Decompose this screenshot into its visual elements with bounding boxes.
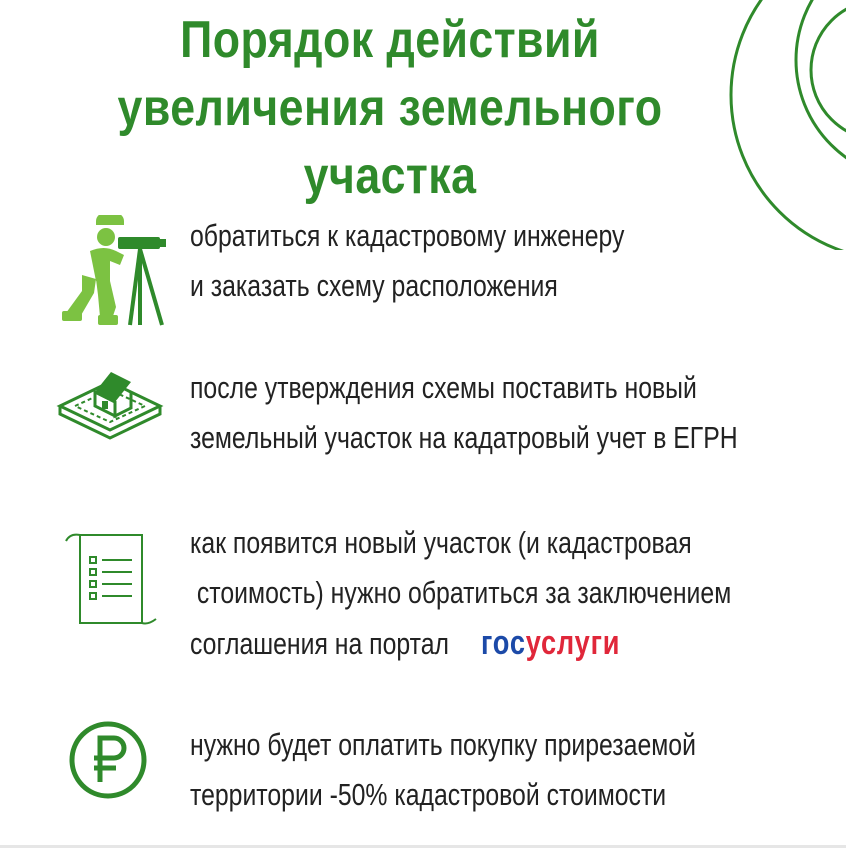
step-3-text <box>190 518 731 669</box>
step-1-text <box>190 211 624 311</box>
page-title-line: участка <box>303 147 477 205</box>
step-text-line-with-logo <box>190 618 731 669</box>
step-text-line: соглашения на портал <box>190 626 449 661</box>
surveyor-icon <box>60 215 175 330</box>
step-text-line: и заказать схему расположения <box>190 268 558 303</box>
page-title <box>106 6 674 210</box>
page-title-line: Порядок действий <box>180 11 600 69</box>
ruble-icon <box>68 720 148 800</box>
gosuslugi-logo-part1: гос <box>480 624 526 662</box>
step-text-line: после утверждения схемы поставить новый <box>190 370 697 405</box>
page-title-line: увеличения земельного <box>117 79 663 137</box>
step-4-text <box>190 720 696 820</box>
step-2-text <box>190 363 738 463</box>
house-plot-icon <box>55 360 165 450</box>
document-list-icon <box>62 531 162 631</box>
step-text-line: нужно будет оплатить покупку прирезаемой <box>190 727 696 762</box>
step-text-line: обратиться к кадастровому инженеру <box>190 218 625 253</box>
gosuslugi-logo[interactable] <box>481 618 620 668</box>
step-text-line: земельный участок на кадатровый учет в ЕГРН <box>190 420 738 455</box>
step-text-line: как появится новый участок (и кадастровая <box>190 525 692 560</box>
step-text-line: территории -50% кадастровой стоимости <box>190 777 667 812</box>
step-text-line: стоимость) нужно обратиться за заключением <box>190 575 732 610</box>
gosuslugi-logo-part2: услуги <box>525 624 621 662</box>
decorative-circles <box>726 0 846 250</box>
